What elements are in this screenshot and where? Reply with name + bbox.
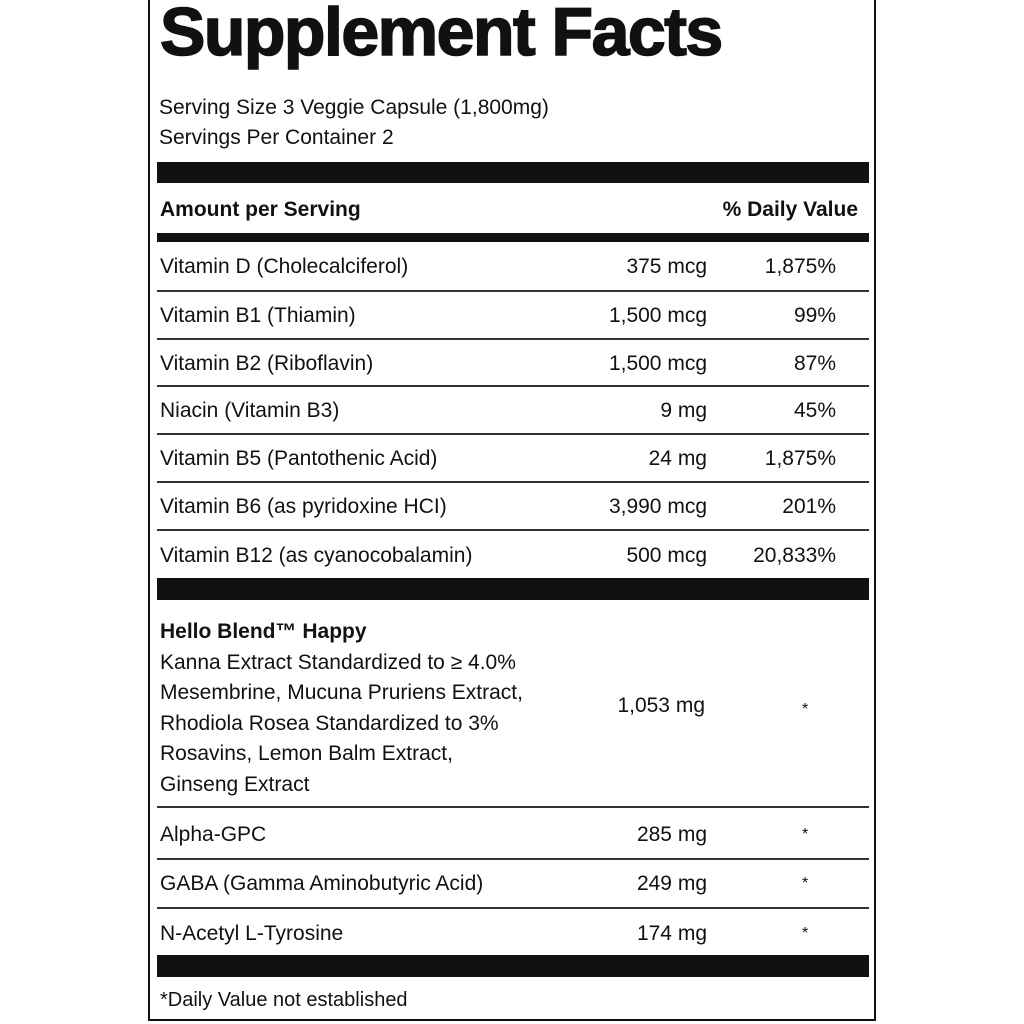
row-divider: [157, 858, 869, 860]
nutrient-name: Vitamin B12 (as cyanocobalamin): [160, 544, 473, 567]
nutrient-name: Vitamin B5 (Pantothenic Acid): [160, 447, 438, 470]
nutrient-amount: 1,500 mcg: [608, 304, 707, 327]
nutrient-amount: 9 mg: [660, 399, 707, 422]
nutrient-amount: 500 mcg: [626, 544, 707, 567]
ingredient-amount: 174 mg: [636, 922, 707, 945]
footnote: *Daily Value not established: [160, 989, 408, 1011]
blend-ingredient-line: Kanna Extract Standardized to ≥ 4.0%: [160, 650, 516, 674]
nutrient-amount: 1,500 mcg: [608, 352, 707, 375]
ingredient-name: N-Acetyl L-Tyrosine: [160, 922, 344, 945]
row-divider: [157, 290, 869, 292]
blend-ingredient-line: Rhodiola Rosea Standardized to 3%: [160, 711, 499, 735]
divider-header: [157, 233, 869, 242]
row-divider: [157, 338, 869, 340]
row-divider: [157, 385, 869, 387]
supplement-facts-panel: [148, 0, 876, 1021]
serving-size: Serving Size 3 Veggie Capsule (1,800mg): [159, 96, 549, 119]
ingredient-name: Alpha-GPC: [160, 823, 267, 846]
label-title: Supplement Facts: [160, 0, 722, 70]
nutrient-amount: 24 mg: [648, 447, 707, 470]
ingredient-daily-value: *: [802, 826, 809, 843]
ingredient-name: GABA (Gamma Aminobutyric Acid): [160, 872, 484, 895]
ingredient-amount: 249 mg: [636, 872, 707, 895]
divider-thick-top: [157, 162, 869, 183]
nutrient-daily-value: 99%: [793, 304, 836, 327]
nutrient-daily-value: 87%: [793, 352, 836, 375]
divider-thick-middle: [157, 578, 869, 600]
nutrient-daily-value: 201%: [782, 495, 836, 518]
ingredient-daily-value: *: [802, 875, 809, 892]
nutrient-daily-value: 20,833%: [753, 544, 836, 567]
nutrient-name: Vitamin B2 (Riboflavin): [160, 352, 374, 375]
divider-thick-bottom: [157, 955, 869, 977]
nutrient-name: Niacin (Vitamin B3): [160, 399, 340, 422]
blend-ingredient-line: Rosavins, Lemon Balm Extract,: [160, 742, 453, 765]
nutrient-amount: 375 mcg: [626, 255, 707, 278]
blend-ingredient-line: Mesembrine, Mucuna Pruriens Extract,: [160, 681, 523, 704]
row-divider: [157, 529, 869, 531]
nutrient-name: Vitamin B6 (as pyridoxine HCI): [160, 495, 447, 518]
nutrient-name: Vitamin D (Cholecalciferol): [160, 255, 409, 278]
nutrient-amount: 3,990 mcg: [608, 495, 707, 518]
servings-per-container: Servings Per Container 2: [159, 126, 394, 149]
blend-title: Hello Blend™ Happy: [160, 620, 367, 643]
row-divider: [157, 806, 869, 808]
nutrient-daily-value: 45%: [793, 399, 836, 422]
blend-ingredient-line: Ginseng Extract: [160, 772, 310, 796]
blend-daily-value: *: [802, 701, 809, 718]
nutrient-name: Vitamin B1 (Thiamin): [160, 304, 356, 327]
ingredient-amount: 285 mg: [636, 823, 707, 846]
blend-amount: 1,053 mg: [617, 694, 705, 717]
nutrient-daily-value: 1,875%: [764, 447, 836, 470]
row-divider: [157, 481, 869, 483]
row-divider: [157, 433, 869, 435]
header-daily-value: % Daily Value: [722, 198, 858, 221]
blend-block: [160, 617, 590, 800]
row-divider: [157, 907, 869, 909]
header-amount-per-serving: Amount per Serving: [160, 198, 361, 221]
nutrient-daily-value: 1,875%: [764, 255, 836, 278]
ingredient-daily-value: *: [802, 925, 809, 942]
